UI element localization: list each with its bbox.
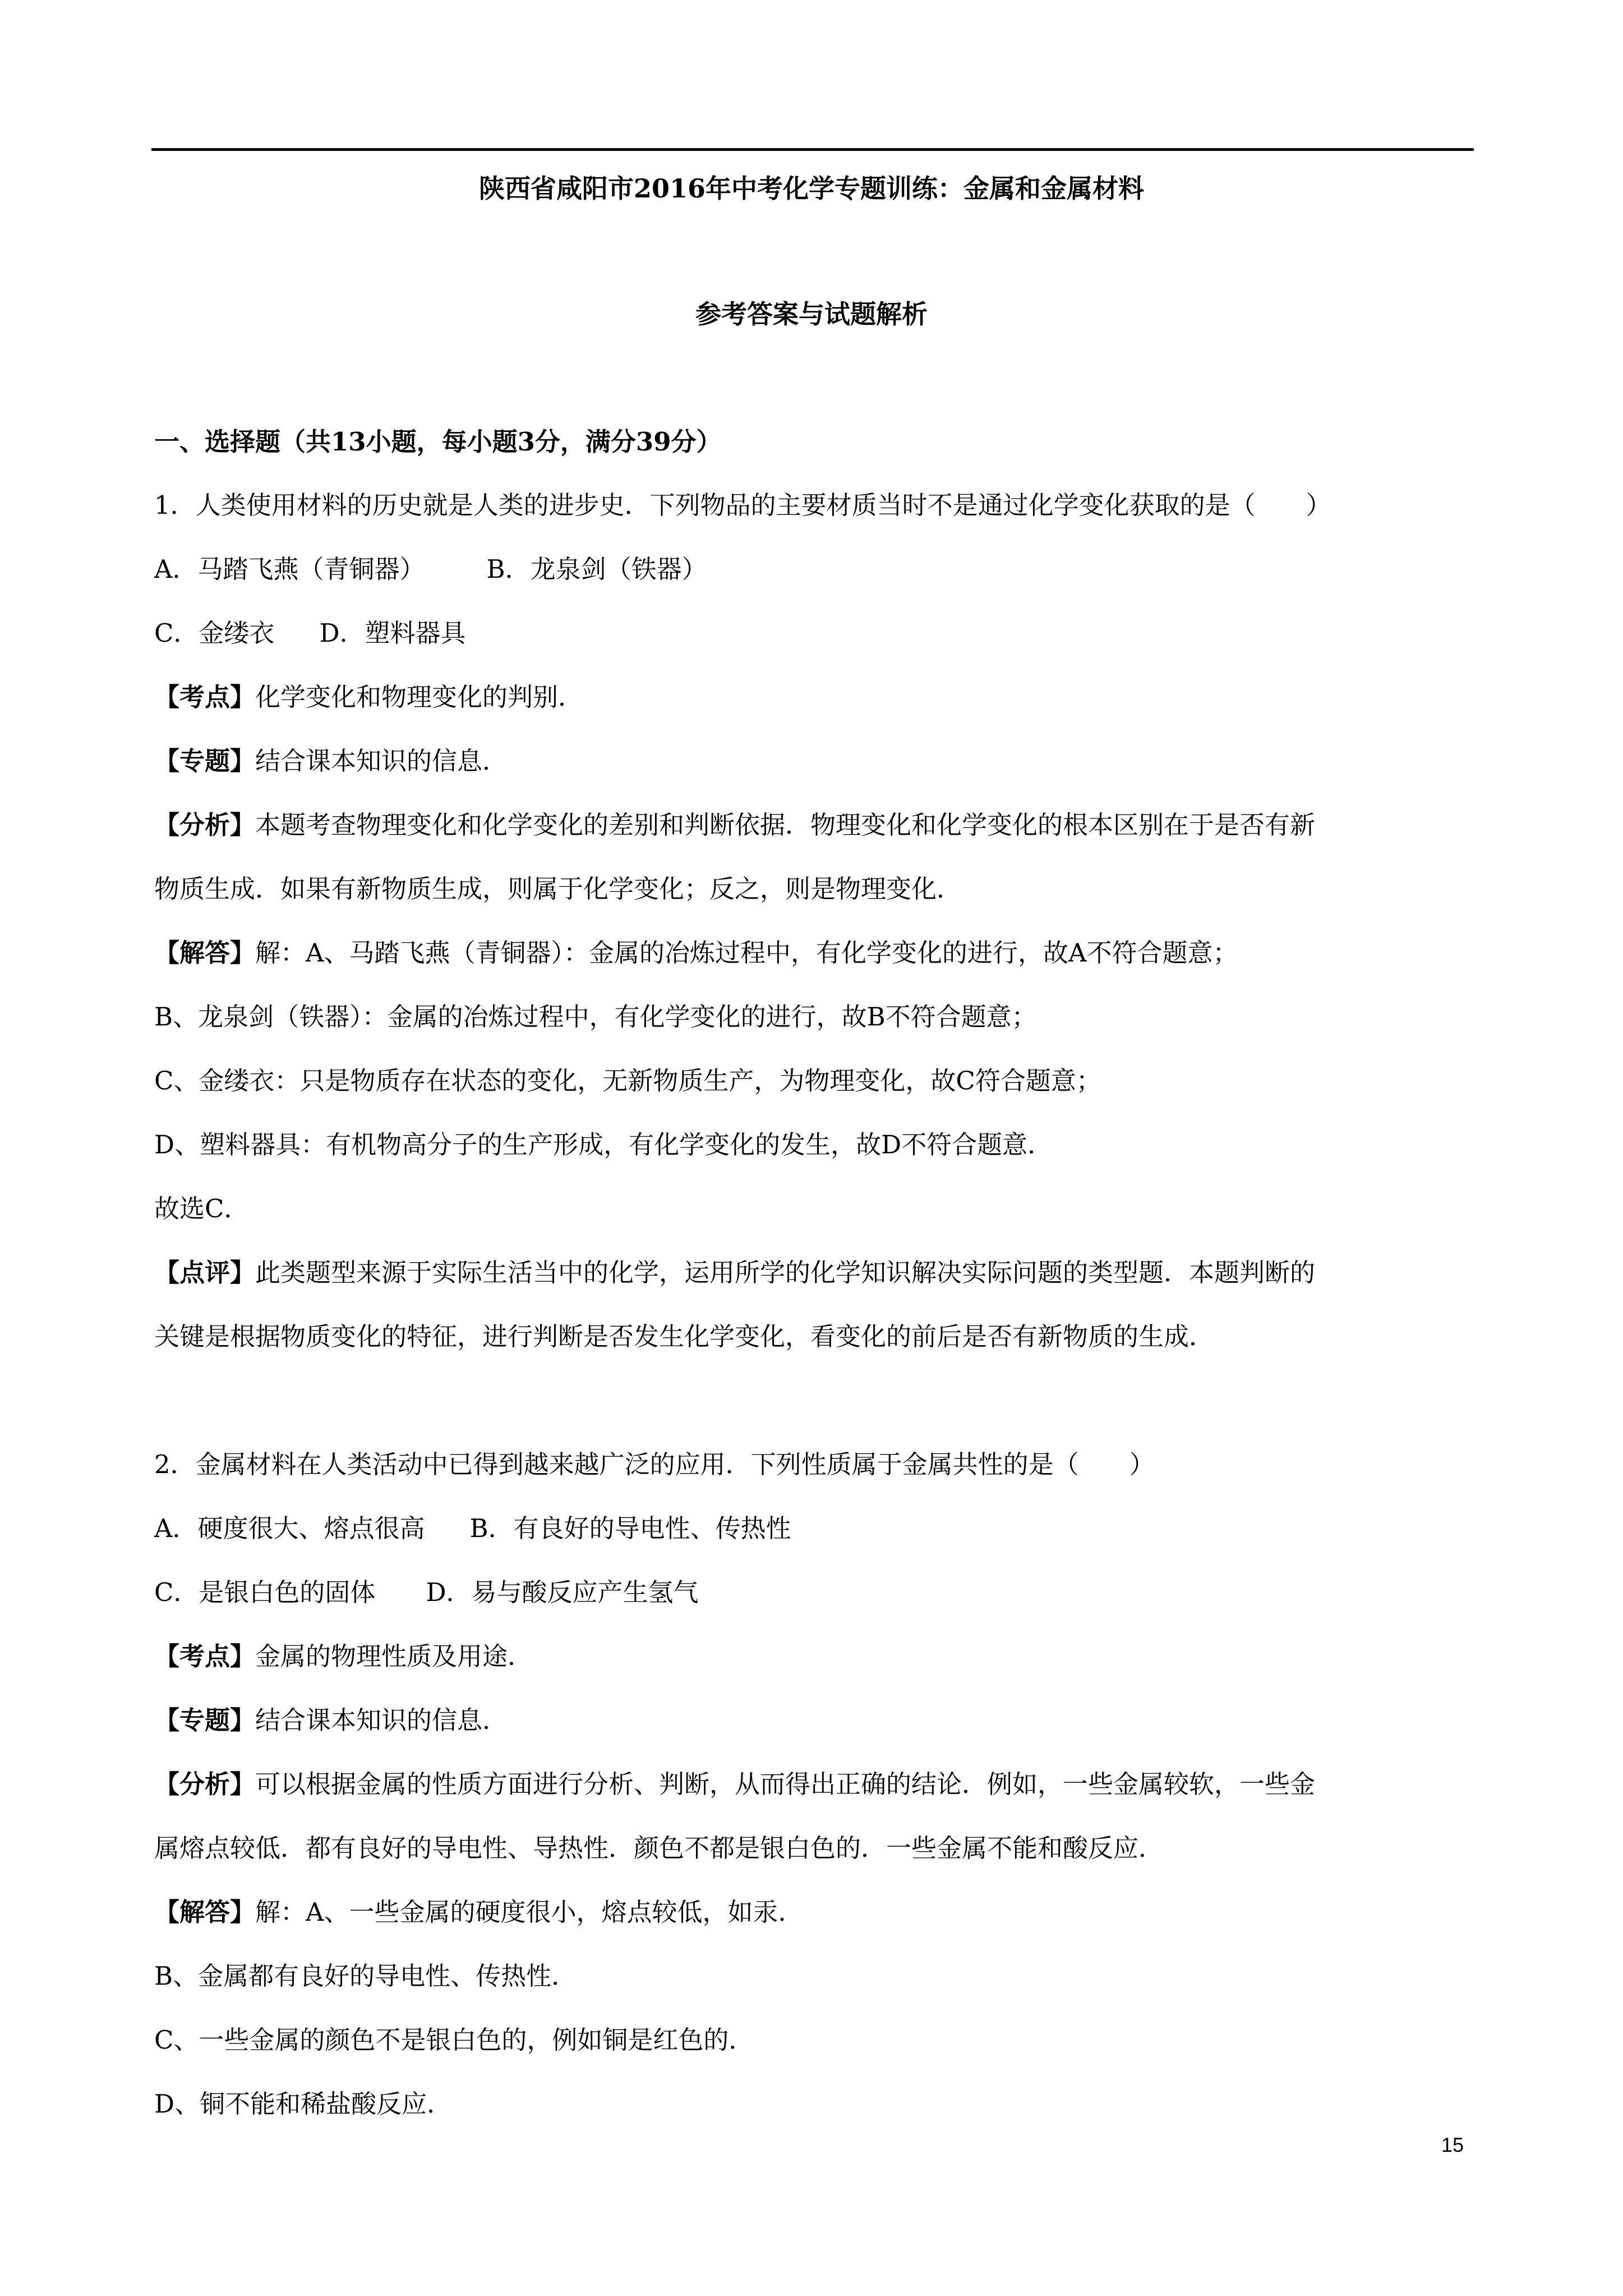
q2-fenxi-text-2: 属熔点较低．都有良好的导电性、导热性．颜色不都是银白色的．一些金属不能和酸反应． [154, 1833, 1164, 1863]
q1-dianping-text-1: 此类题型来源于实际生活当中的化学，运用所学的化学知识解决实际问题的类型题．本题判断的 [255, 1258, 1316, 1287]
q1-kaodian-text: 化学变化和物理变化的判别． [255, 682, 584, 712]
q2-zhuanti-tag: 【专题】 [154, 1705, 256, 1735]
q2-options-cd [154, 1576, 699, 1609]
q2-fenxi-tag: 【分析】 [154, 1769, 256, 1799]
q2-zhuanti-text: 结合课本知识的信息． [255, 1705, 508, 1735]
q1-stem: 1．人类使用材料的历史就是人类的进步史．下列物品的主要材质当时不是通过化学变化获取的是（ ） [154, 490, 1331, 520]
q1-option-b: B．龙泉剑（铁器） [486, 554, 707, 584]
q1-jieda-text-5: 故选C． [154, 1194, 250, 1223]
q2-jieda-text-3: C、一些金属的颜色不是银白色的，例如铜是红色的． [154, 2025, 754, 2055]
q1-jieda-text-4: D、塑料器具：有机物高分子的生产形成，有化学变化的发生，故D不符合题意． [154, 1130, 1053, 1159]
q2-options-ab [154, 1512, 791, 1545]
document-title: 陕西省咸阳市2016年中考化学专题训练：金属和金属材料 [478, 173, 1145, 204]
q1-kaodian [154, 680, 583, 714]
page-number: 15 [1441, 2133, 1464, 2156]
section-heading: 一、选择题（共13小题，每小题3分，满分39分） [154, 427, 722, 457]
q1-fenxi-text-1: 本题考查物理变化和化学变化的差别和判断依据．物理变化和化学变化的根本区别在于是否有新 [255, 810, 1316, 840]
q1-dianping [154, 1256, 1315, 1290]
q1-kaodian-tag: 【考点】 [154, 682, 256, 712]
q1-zhuanti-text: 结合课本知识的信息． [255, 746, 508, 776]
q1-jieda-tag: 【解答】 [154, 938, 256, 968]
q1-fenxi-text-2: 物质生成．如果有新物质生成，则属于化学变化；反之，则是物理变化． [154, 874, 962, 904]
q2-jieda-text-2: B、金属都有良好的导电性、传热性． [154, 1961, 577, 1991]
q2-fenxi [154, 1768, 1315, 1801]
q2-kaodian [154, 1640, 533, 1673]
q1-zhuanti [154, 744, 508, 778]
q1-dianping-tag: 【点评】 [154, 1258, 256, 1287]
q2-option-a: A．硬度很大、熔点很高 [154, 1513, 425, 1543]
q1-fenxi-tag: 【分析】 [154, 810, 256, 840]
q1-options-ab [154, 553, 707, 586]
q1-options-cd [154, 616, 466, 650]
q1-zhuanti-tag: 【专题】 [154, 746, 256, 776]
document-subtitle: 参考答案与试题解析 [695, 299, 928, 329]
q2-kaodian-tag: 【考点】 [154, 1641, 256, 1671]
q2-jieda-text-4: D、铜不能和稀盐酸反应． [154, 2089, 453, 2119]
q1-dianping-text-2: 关键是根据物质变化的特征，进行判断是否发生化学变化，看变化的前后是否有新物质的生成． [154, 1322, 1215, 1351]
header-rule [151, 148, 1474, 151]
q1-jieda-text-1: 解：A、马踏飞燕（青铜器）：金属的冶炼过程中，有化学变化的进行，故A不符合题意； [255, 938, 1238, 968]
q2-kaodian-text: 金属的物理性质及用途． [255, 1641, 533, 1671]
q2-jieda [154, 1895, 804, 1929]
q2-jieda-tag: 【解答】 [154, 1897, 256, 1927]
q2-zhuanti [154, 1704, 508, 1737]
q1-jieda [154, 936, 1238, 970]
q2-jieda-text-1: 解：A、一些金属的硬度很小，熔点较低，如汞． [255, 1897, 804, 1927]
q1-option-a: A．马踏飞燕（青铜器） [154, 554, 425, 584]
q1-fenxi [154, 808, 1315, 842]
q2-stem: 2．金属材料在人类活动中已得到越来越广泛的应用．下列性质属于金属共性的是（ ） [154, 1450, 1155, 1479]
q2-fenxi-text-1: 可以根据金属的性质方面进行分析、判断，从而得出正确的结论．例如，一些金属较软，一些金 [255, 1769, 1316, 1799]
q1-option-c: C．金缕衣 [154, 618, 275, 648]
q2-option-c: C．是银白色的固体 [154, 1577, 376, 1607]
q2-option-d: D．易与酸反应产生氢气 [426, 1577, 699, 1607]
q1-option-d: D．塑料器具 [319, 618, 466, 648]
q2-option-b: B．有良好的导电性、传热性 [469, 1513, 791, 1543]
q1-jieda-text-2: B、龙泉剑（铁器）：金属的冶炼过程中，有化学变化的进行，故B不符合题意； [154, 1002, 1037, 1032]
q1-jieda-text-3: C、金缕衣：只是物质存在状态的变化，无新物质生产，为物理变化，故C符合题意； [154, 1066, 1101, 1096]
